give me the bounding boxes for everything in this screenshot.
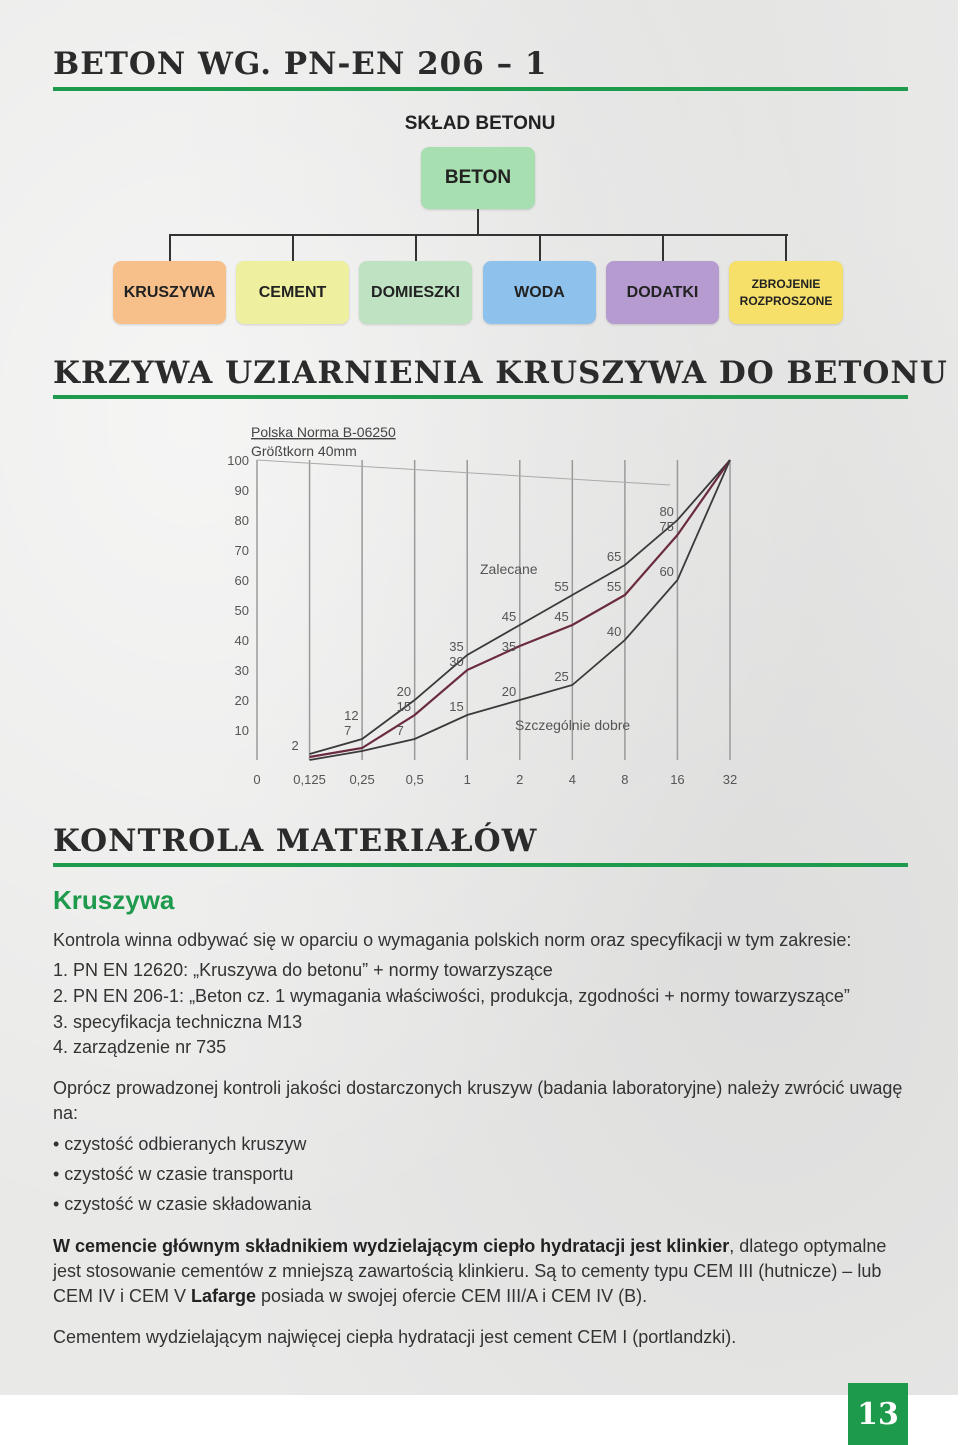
data-label: 20 [501, 684, 517, 699]
tree-branch [539, 234, 541, 261]
heading-kontrola: KONTROLA MATERIAŁÓW [53, 823, 538, 859]
tree-branch [292, 234, 294, 261]
x-tick-label: 4 [568, 772, 576, 787]
section-kruszywa-title: Kruszywa [53, 885, 175, 915]
heading-rule [53, 87, 908, 91]
box-domieszki: DOMIESZKI [359, 261, 472, 324]
x-tick-label: 1 [463, 772, 471, 787]
data-label: 2 [291, 738, 299, 753]
klinkier-text-end: posiada w swojej ofercie CEM III/A i CEM IV (B). [256, 1286, 648, 1306]
y-tick-label: 20 [234, 693, 249, 708]
data-label: 25 [554, 669, 569, 684]
data-label: 30 [449, 654, 464, 669]
diagram-root-box: BETON [421, 147, 535, 209]
data-label: 7 [344, 723, 352, 738]
norm-list-item: 2. PN EN 206-1: „Beton cz. 1 wymagania właściwości, produkcja, zgodności + normy towarzyszące” [53, 986, 850, 1006]
box-woda: WODA [483, 261, 596, 324]
x-tick-label: 0 [253, 772, 261, 787]
y-tick-label: 40 [234, 633, 249, 648]
y-tick-label: 90 [234, 483, 249, 498]
paragraph-klinkier [53, 1234, 908, 1309]
tree-branch [785, 234, 787, 261]
diagram-title: SKŁAD BETONU [404, 113, 556, 134]
box-zbrojenie: ZBROJENIE ROZPROSZONE [729, 261, 843, 324]
data-label: 65 [606, 549, 622, 564]
grading-curve-chart [215, 415, 755, 800]
data-label: 55 [554, 579, 569, 594]
bullet-item: • czystość odbieranych kruszyw [53, 1134, 307, 1154]
x-tick-label: 0,125 [293, 772, 326, 787]
x-tick-label: 16 [670, 772, 685, 787]
data-label: 75 [659, 519, 674, 534]
y-tick-label: 50 [234, 603, 249, 618]
data-label: 15 [396, 699, 412, 714]
x-tick-label: 2 [516, 772, 524, 787]
x-tick-label: 8 [621, 772, 629, 787]
chart-top-border [257, 460, 670, 485]
chart-title: Polska Norma B-06250 [251, 424, 396, 440]
heading-rule [53, 863, 908, 867]
heading-beton: BETON WG. PN-EN 206 – 1 [53, 46, 548, 82]
norm-list-item: 3. specyfikacja techniczna M13 [53, 1012, 303, 1032]
brand-name: Lafarge [191, 1286, 257, 1306]
data-label: 35 [449, 639, 464, 654]
y-tick-label: 10 [234, 723, 249, 738]
page-number: 13 [848, 1383, 908, 1445]
intro-paragraph: Kontrola winna odbywać się w oparciu o wymagania polskich norm oraz specyfikacji w tym zakresie: [53, 930, 852, 950]
bullet-item: • czystość w czasie składowania [53, 1194, 312, 1214]
tree-branch [169, 234, 171, 261]
data-label: 55 [606, 579, 622, 594]
tree-bar [169, 234, 788, 236]
data-label: 45 [501, 609, 517, 624]
data-label: 60 [659, 564, 674, 579]
paragraph-czystosc: Oprócz prowadzonej kontroli jakości dostarczonych kruszyw (badania laboratoryjne) należy zwrócić uwagę na: [53, 1078, 903, 1123]
tree-stem [477, 209, 479, 235]
norm-list-item: 1. PN EN 12620: „Kruszywa do betonu” + normy towarzyszące [53, 960, 553, 980]
box-dodatki: DODATKI [606, 261, 719, 324]
data-label: 40 [606, 624, 622, 639]
klinkier-text: , dlatego optymalne jest stosowanie cementów z mniejszą zawartością klinkieru. Są to cementy typu CEM III (hutnicze) – lub CEM IV i CEM V [53, 1236, 887, 1306]
x-tick-label: 0,5 [405, 772, 424, 787]
heading-rule [53, 395, 908, 399]
data-label: 35 [501, 639, 517, 654]
data-label: 45 [554, 609, 569, 624]
x-tick-label: 0,25 [349, 772, 375, 787]
data-label: 12 [344, 708, 359, 723]
chart-annotation-zalecane: Zalecane [480, 561, 538, 577]
chart-subtitle: Größtkorn 40mm [251, 443, 357, 459]
data-label: 7 [396, 723, 404, 738]
tree-branch [415, 234, 417, 261]
box-cement: CEMENT [236, 261, 349, 324]
x-tick-label: 32 [722, 772, 738, 787]
y-tick-label: 70 [234, 543, 249, 558]
box-kruszywa: KRUSZYWA [113, 261, 226, 324]
bullet-item: • czystość w czasie transportu [53, 1164, 294, 1184]
data-label: 80 [659, 504, 674, 519]
chart-annotation-szczegolnie-dobre: Szczególnie dobre [515, 717, 631, 733]
y-tick-label: 80 [234, 513, 249, 528]
heading-krzywa: KRZYWA UZIARNIENIA KRUSZYWA DO BETONU [53, 355, 948, 391]
y-tick-label: 30 [234, 663, 249, 678]
data-label: 15 [449, 699, 464, 714]
paragraph-cem-i: Cementem wydzielającym najwięcej ciepła hydratacji jest cement CEM I (portlandzki). [53, 1327, 737, 1347]
tree-branch [662, 234, 664, 261]
norm-list-item: 4. zarządzenie nr 735 [53, 1037, 227, 1057]
y-tick-label: 100 [227, 453, 249, 468]
klinkier-bold-text: W cemencie głównym składnikiem wydzielającym ciepło hydratacji jest klinkier [53, 1236, 730, 1256]
y-tick-label: 60 [234, 573, 249, 588]
data-label: 20 [396, 684, 412, 699]
